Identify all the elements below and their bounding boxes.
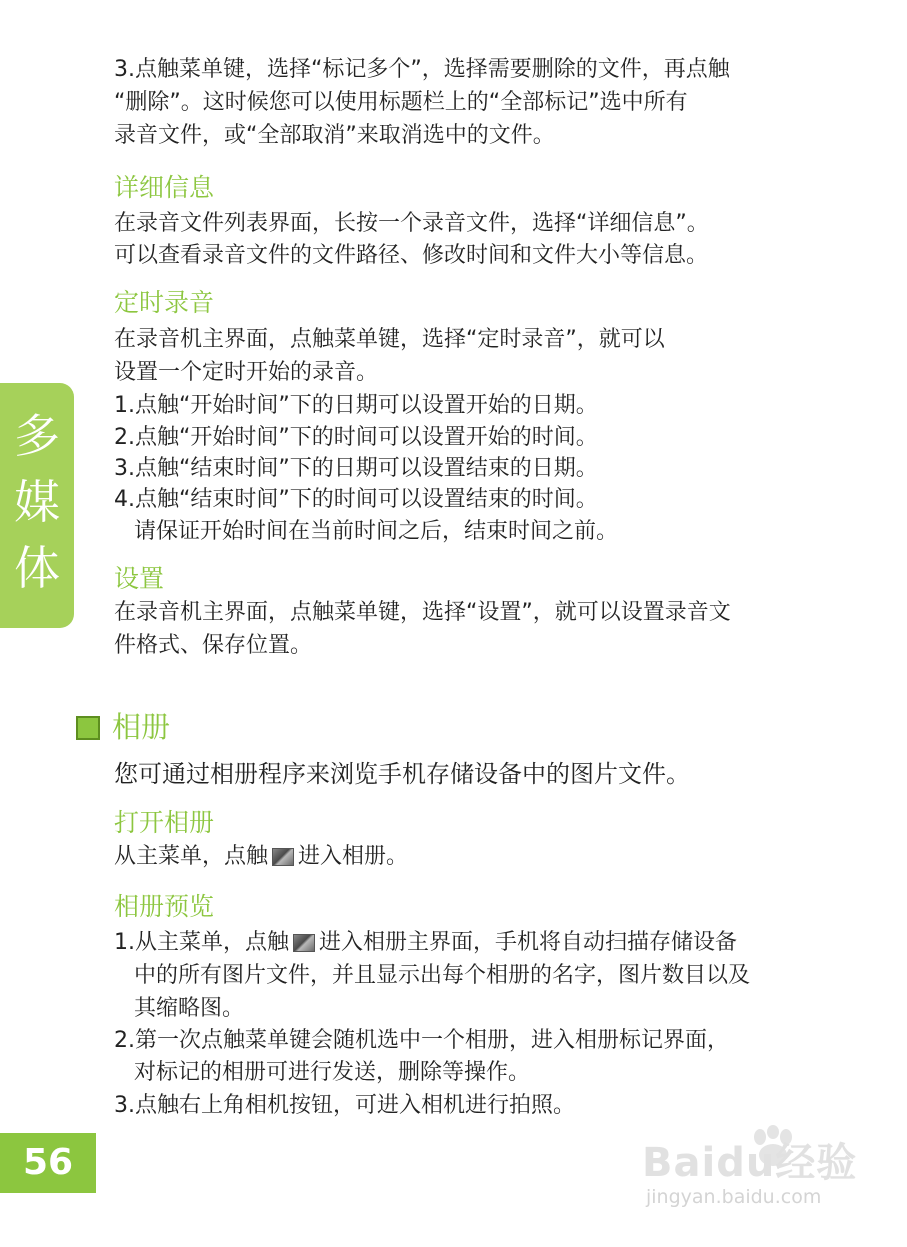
- preview-item1-line2: 中的所有图片文件，并且显示出每个相册的名字，图片数目以及: [134, 963, 751, 988]
- timed-note: 请保证开始时间在当前时间之后，结束时间之前。: [134, 519, 619, 544]
- timed-line2: 设置一个定时开始的录音。: [114, 360, 379, 385]
- album-intro: 您可通过相册程序来浏览手机存储设备中的图片文件。: [114, 760, 690, 788]
- album-app-icon-inline: [293, 934, 315, 952]
- baidu-watermark: [642, 1125, 872, 1225]
- open-album-line: [114, 842, 408, 872]
- timed-line1: 在录音机主界面，点触菜单键，选择“定时录音”，就可以: [114, 327, 665, 352]
- settings-heading: 设置: [114, 564, 165, 593]
- section-marker-square-icon: [76, 716, 100, 740]
- watermark-brand: Baidu经验: [642, 1140, 858, 1186]
- timed-step2: 2.点触“开始时间”下的时间可以设置开始的时间。: [114, 425, 598, 450]
- timed-step3: 3.点触“结束时间”下的日期可以设置结束的日期。: [114, 456, 598, 481]
- settings-line2: 件格式、保存位置。: [114, 633, 313, 658]
- chapter-tab-char-3: 体: [14, 541, 60, 595]
- settings-line1: 在录音机主界面，点触菜单键，选择“设置”，就可以设置录音文: [114, 600, 731, 625]
- page-number: 56: [22, 1142, 74, 1183]
- open-album-text-before: 从主菜单，点触: [114, 844, 269, 869]
- preview-item2-line1: 2.第一次点触菜单键会随机选中一个相册，进入相册标记界面，: [114, 1028, 729, 1053]
- timed-step4: 4.点触“结束时间”下的时间可以设置结束的时间。: [114, 487, 598, 512]
- item3-line2: “删除”。这时候您可以使用标题栏上的“全部标记”选中所有: [114, 90, 688, 115]
- timed-recording-heading: 定时录音: [114, 288, 215, 317]
- details-heading: 详细信息: [114, 173, 215, 202]
- details-line1: 在录音文件列表界面，长按一个录音文件，选择“详细信息”。: [114, 211, 709, 236]
- album-section-title: 相册: [112, 710, 171, 744]
- chapter-side-tab: [0, 383, 74, 628]
- page-number-box: [0, 1133, 96, 1193]
- open-album-text-after: 进入相册。: [298, 844, 409, 869]
- preview-item1-text-before: 1.从主菜单，点触: [114, 930, 289, 955]
- item3-line3: 录音文件，或“全部取消”来取消选中的文件。: [114, 123, 555, 148]
- album-app-icon: [272, 848, 294, 866]
- details-line2: 可以查看录音文件的文件路径、修改时间和文件大小等信息。: [114, 243, 709, 268]
- timed-step1: 1.点触“开始时间”下的日期可以设置开始的日期。: [114, 393, 598, 418]
- preview-item3: 3.点触右上角相机按钮，可进入相机进行拍照。: [114, 1093, 575, 1118]
- preview-item1-line1: [114, 928, 737, 958]
- chapter-tab-label: [0, 403, 74, 601]
- preview-item1-line3: 其缩略图。: [134, 996, 245, 1021]
- album-preview-heading: 相册预览: [114, 892, 215, 921]
- preview-item2-line2: 对标记的相册可进行发送，删除等操作。: [134, 1060, 531, 1085]
- watermark-url: jingyan.baidu.com: [646, 1186, 822, 1208]
- chapter-tab-char-1: 多: [14, 409, 60, 463]
- preview-item1-text-after: 进入相册主界面，手机将自动扫描存储设备: [319, 930, 738, 955]
- open-album-heading: 打开相册: [114, 808, 215, 837]
- item3-line1: 3.点触菜单键，选择“标记多个”，选择需要删除的文件，再点触: [114, 57, 730, 82]
- chapter-tab-char-2: 媒: [14, 475, 60, 529]
